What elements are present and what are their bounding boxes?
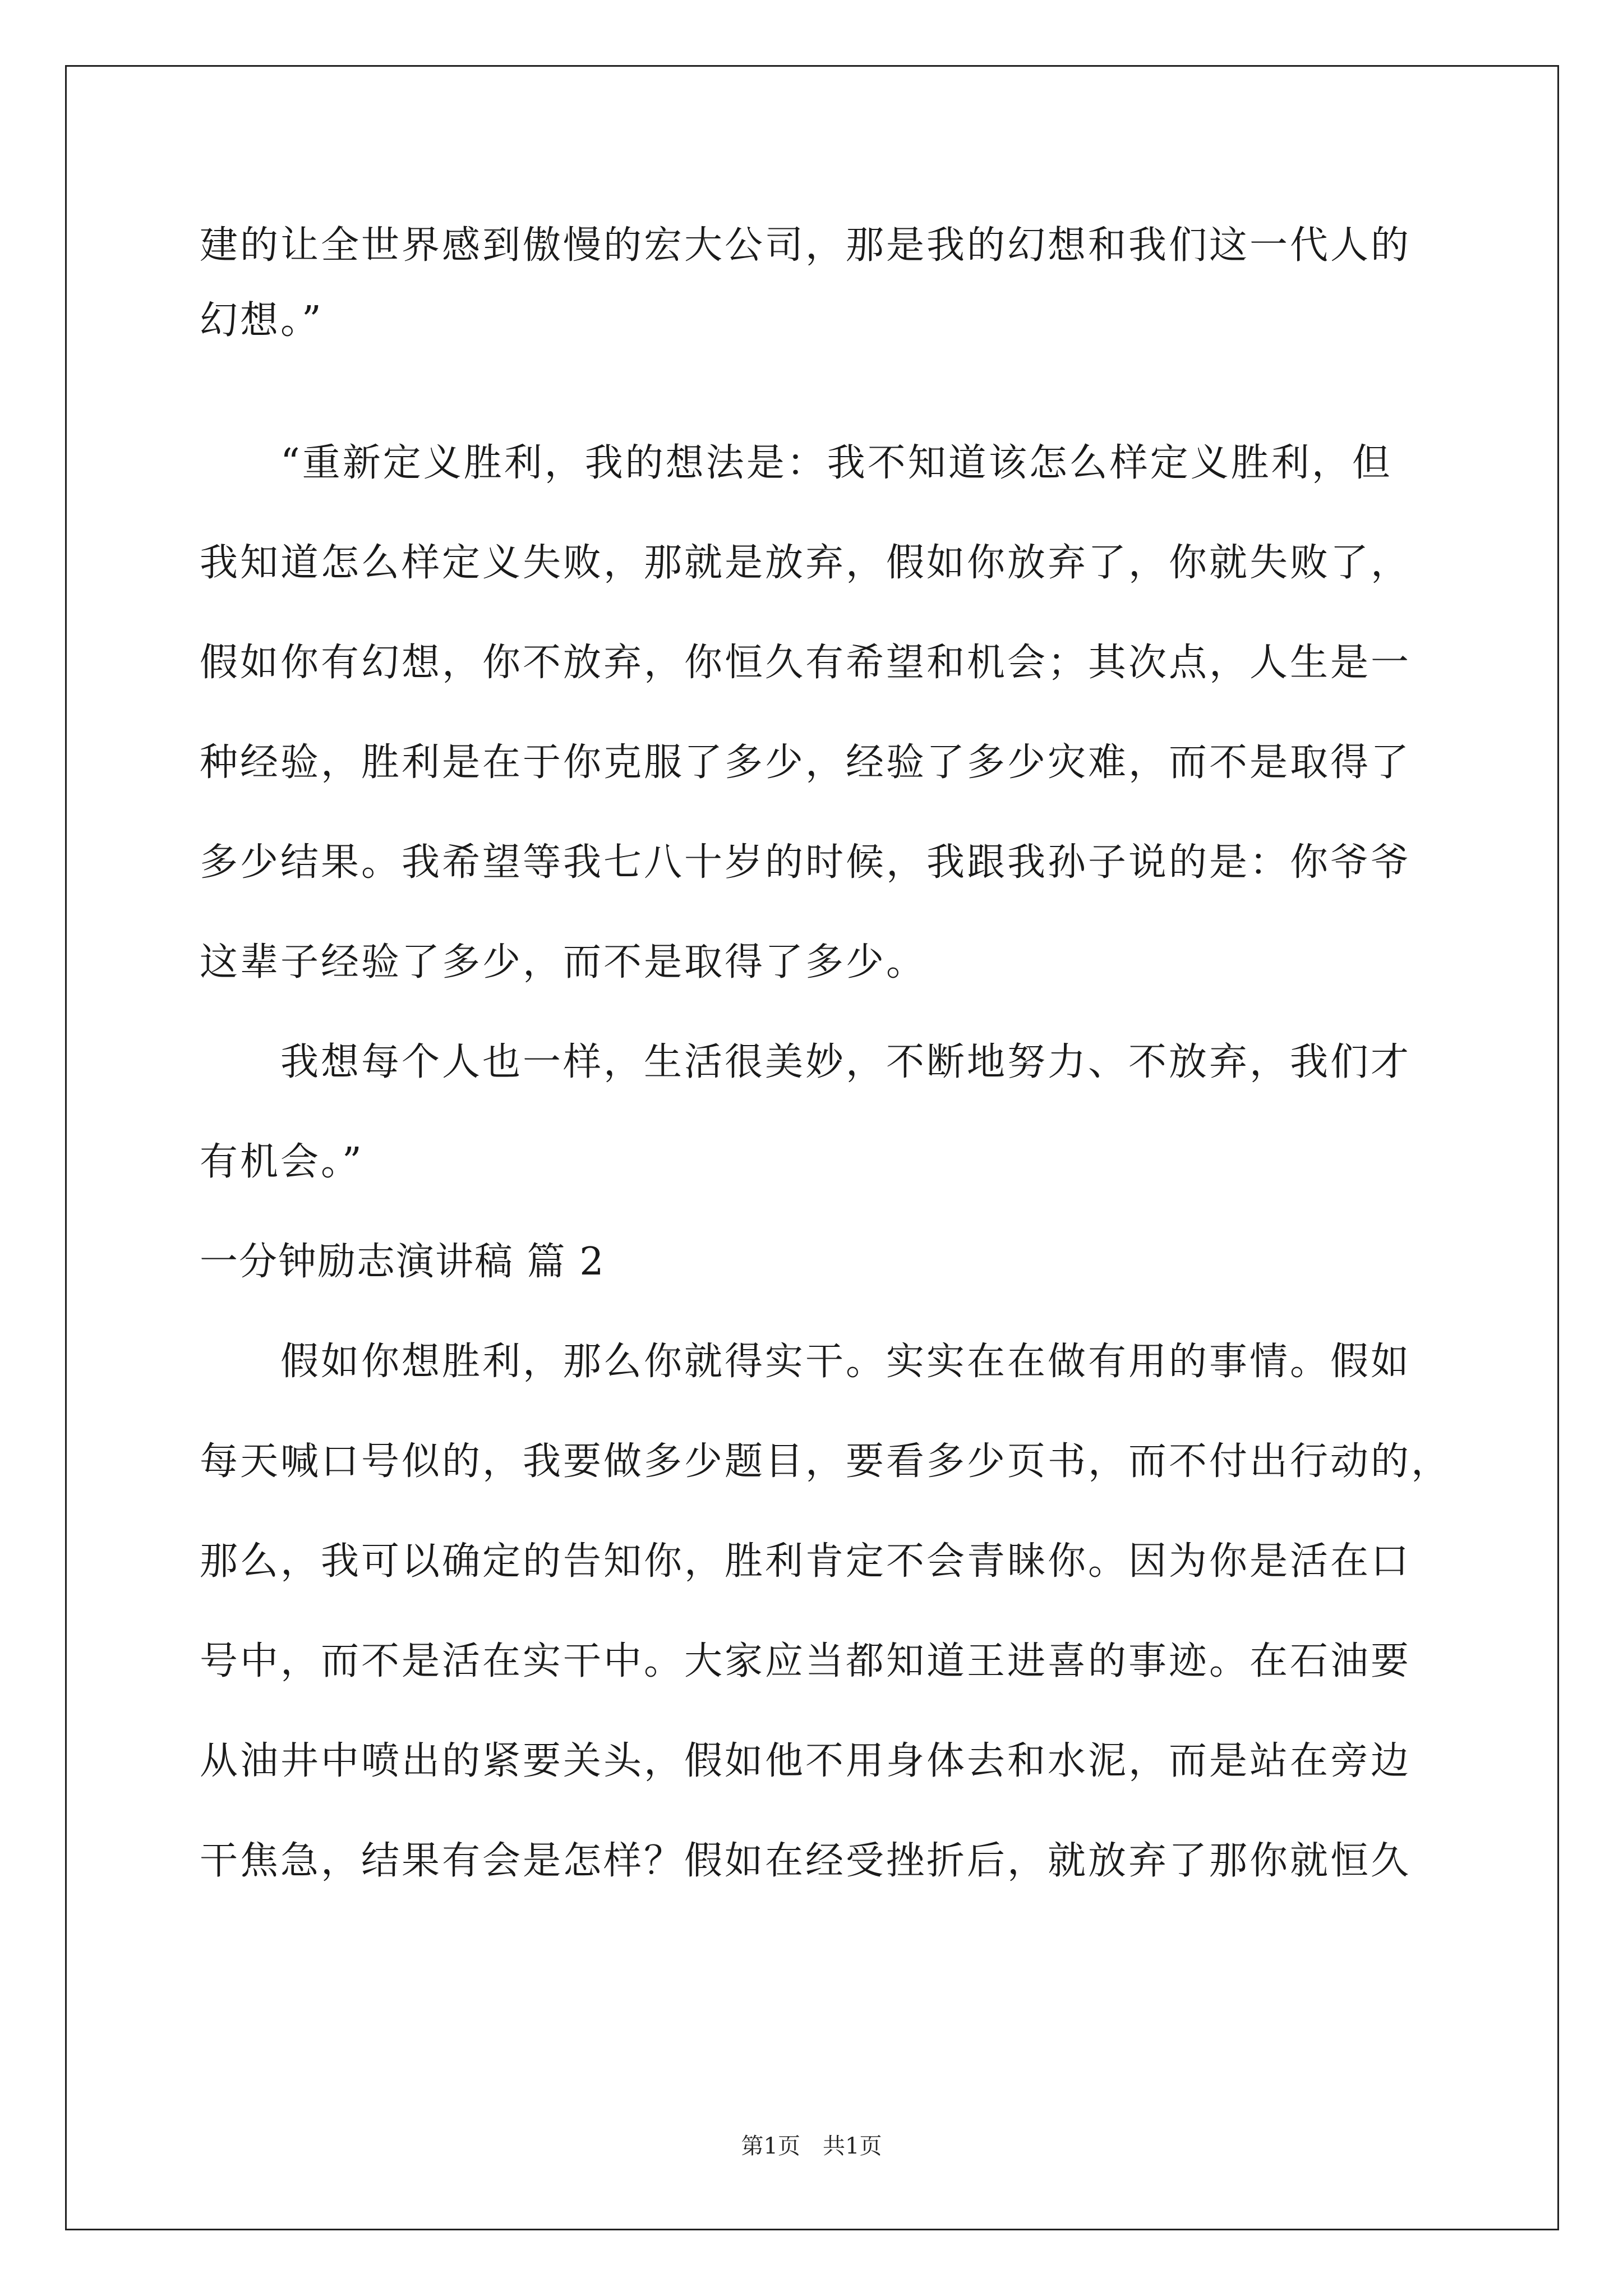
text-line: 每天喊口号似的，我要做多少题目，要看多少页书，而不付出行动的，: [200, 1439, 1452, 1484]
text-line: 有机会。”: [200, 1140, 364, 1184]
text-line: 我想每个人也一样，生活很美妙，不断地努力、不放弃，我们才: [280, 1040, 1412, 1084]
text-line: 种经验，胜利是在于你克服了多少，经验了多少灾难，而不是取得了: [200, 740, 1412, 785]
page-footer: [0, 2133, 1623, 2160]
text-line: 干焦急，结果有会是怎样？假如在经受挫折后，就放弃了那你就恒久: [200, 1839, 1412, 1883]
text-line: 我知道怎么样定义失败，那就是放弃，假如你放弃了，你就失败了，: [200, 541, 1412, 585]
text-line: 假如你有幻想，你不放弃，你恒久有希望和机会；其次点，人生是一: [200, 641, 1412, 685]
text-line: 幻想。”: [200, 298, 324, 343]
text-line: “重新定义胜利，我的想法是：我不知道该怎么样定义胜利，但: [280, 441, 1393, 485]
text-line: 建的让全世界感到傲慢的宏大公司，那是我的幻想和我们这一代人的: [200, 223, 1412, 268]
text-line: 那么，我可以确定的告知你，胜利肯定不会青睐你。因为你是活在口: [200, 1539, 1412, 1584]
section-heading: 一分钟励志演讲稿 篇 2: [200, 1240, 605, 1284]
text-line: 这辈子经验了多少，而不是取得了多少。: [200, 940, 927, 984]
text-line: 假如你想胜利，那么你就得实干。实实在在做有用的事情。假如: [280, 1340, 1412, 1384]
text-line: 多少结果。我希望等我七八十岁的时候，我跟我孙子说的是：你爷爷: [200, 840, 1412, 885]
text-line: 从油井中喷出的紧要关头，假如他不用身体去和水泥，而是站在旁边: [200, 1739, 1412, 1783]
page-number: 第1页: [741, 2133, 800, 2159]
page-total: 共1页: [823, 2133, 882, 2159]
text-line: 号中，而不是活在实干中。大家应当都知道王进喜的事迹。在石油要: [200, 1639, 1412, 1683]
